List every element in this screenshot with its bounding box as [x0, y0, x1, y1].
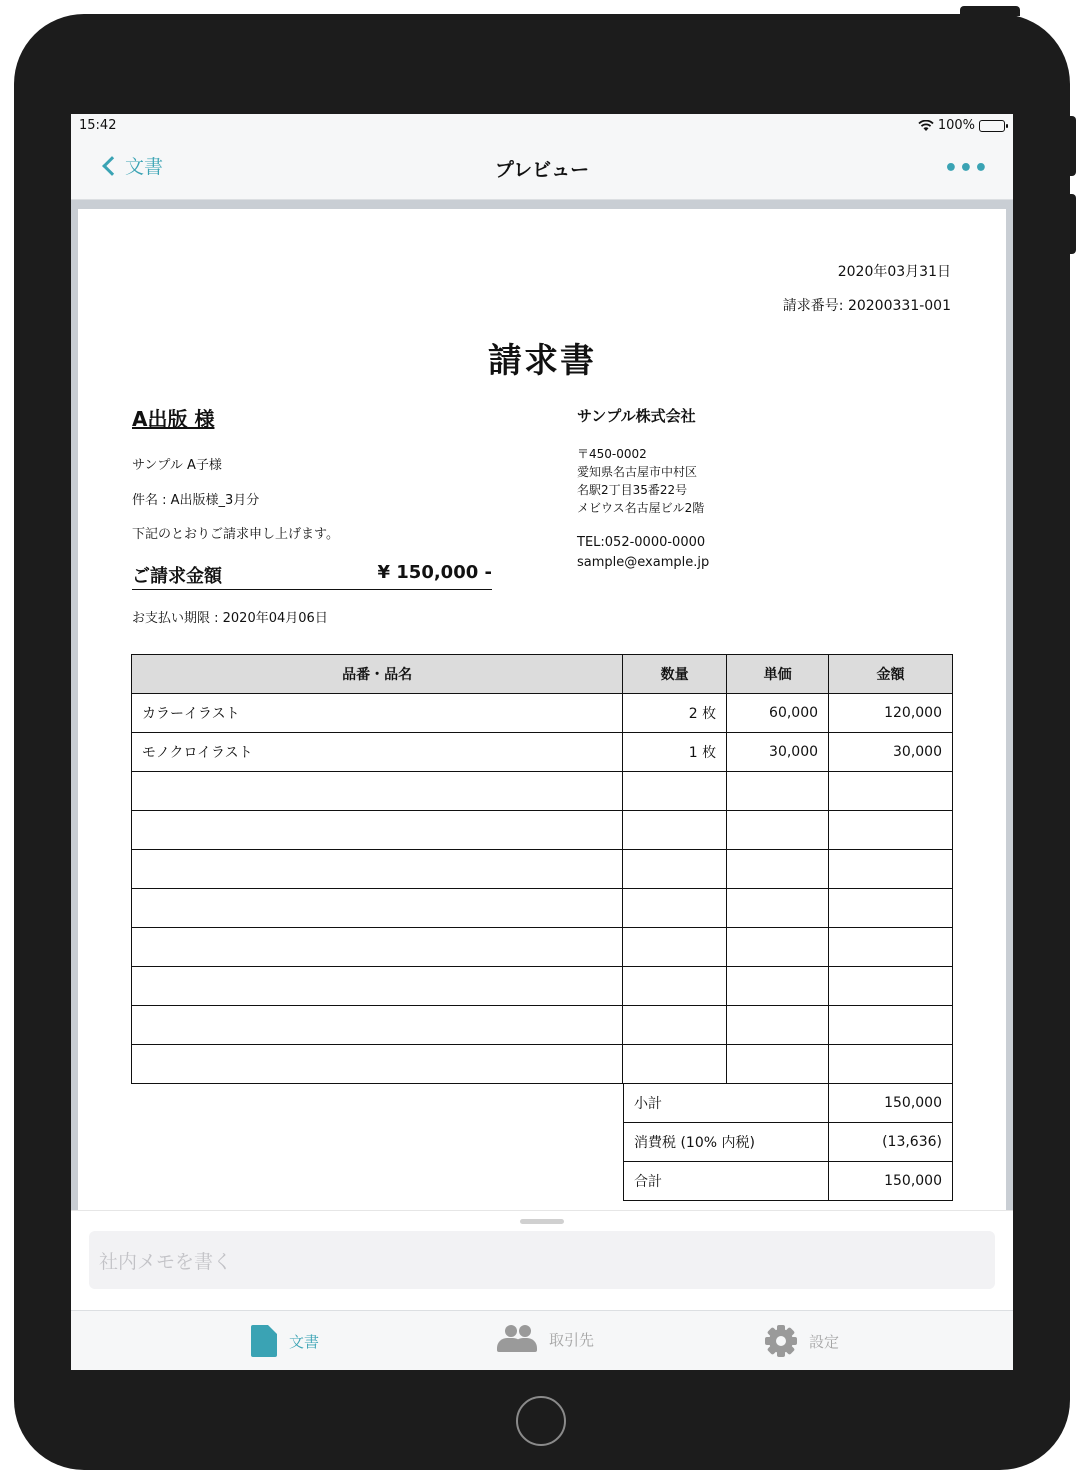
totals-table [623, 1083, 953, 1201]
empty-row [132, 811, 953, 850]
items-table [131, 654, 953, 1084]
memo-input[interactable]: 社内メモを書く [89, 1231, 995, 1289]
total-row [624, 1162, 953, 1201]
people-icon [497, 1325, 537, 1353]
sheet-grabber[interactable] [520, 1219, 564, 1224]
battery-icon [979, 120, 1005, 132]
item-unit-price: 60,000 [727, 694, 829, 733]
item-quantity: 2 枚 [623, 694, 727, 733]
amount-row [132, 562, 492, 590]
client-contact: サンプル A子様 [132, 458, 222, 473]
total-value: 150,000 [829, 1162, 953, 1201]
home-button[interactable] [516, 1396, 566, 1446]
empty-row [132, 967, 953, 1006]
more-button[interactable]: ••• [943, 156, 989, 181]
header-amount: 金額 [829, 655, 953, 694]
empty-row [132, 1045, 953, 1084]
address-line-3: メビウス名古屋ビル2階 [577, 501, 705, 515]
item-name: カラーイラスト [132, 694, 623, 733]
table-row [132, 694, 953, 733]
tab-documents[interactable] [251, 1325, 319, 1357]
due-date: お支払い期限 : 2020年04月06日 [132, 611, 328, 626]
wifi-icon [918, 120, 934, 132]
back-label: 文書 [125, 156, 164, 178]
invoice-title: 請求書 [488, 341, 596, 381]
tab-clients-label: 取引先 [549, 1330, 595, 1349]
invoice-intro: 下記のとおりご請求申し上げます。 [132, 527, 339, 542]
gear-icon [765, 1325, 797, 1357]
document-icon [251, 1325, 277, 1357]
status-time: 15:42 [79, 118, 117, 133]
item-amount: 30,000 [829, 733, 953, 772]
item-quantity: 1 枚 [623, 733, 727, 772]
postal-code: 〒450-0002 [577, 447, 647, 461]
volume-down-button [1066, 194, 1076, 254]
page-title: プレビュー [494, 159, 590, 181]
tab-bar [71, 1310, 1013, 1370]
invoice-subject: 件名 : A出版様_3月分 [132, 493, 260, 508]
empty-row [132, 850, 953, 889]
tab-documents-label: 文書 [289, 1332, 320, 1351]
status-right [918, 118, 1005, 133]
volume-up-button [1066, 116, 1076, 176]
empty-row [132, 1006, 953, 1045]
tab-clients[interactable] [497, 1325, 594, 1353]
item-unit-price: 30,000 [727, 733, 829, 772]
address-line-2: 名駅2丁目35番22号 [577, 483, 688, 497]
navigation-bar [71, 138, 1013, 200]
tax-row [624, 1123, 953, 1162]
empty-row [132, 889, 953, 928]
total-label: 合計 [624, 1162, 829, 1201]
memo-sheet [71, 1210, 1013, 1310]
address-line-1: 愛知県名古屋市中村区 [577, 465, 698, 479]
tax-label: 消費税 (10% 内税) [624, 1123, 829, 1162]
tab-settings[interactable] [765, 1325, 839, 1357]
status-bar [71, 114, 1013, 138]
amount-value: ¥ 150,000 - [377, 562, 492, 583]
preview-area[interactable] [71, 200, 1013, 1210]
empty-row [132, 772, 953, 811]
subtotal-value: 150,000 [829, 1084, 953, 1123]
amount-label: ご請求金額 [132, 566, 222, 587]
battery-percent: 100% [937, 118, 975, 133]
invoice-page [78, 209, 1006, 1249]
table-header [132, 655, 953, 694]
company-address [577, 445, 704, 517]
company-tel: TEL:052-0000-0000 [577, 535, 706, 550]
company-contact [577, 533, 709, 573]
power-button [960, 6, 1020, 16]
item-name: モノクロイラスト [132, 733, 623, 772]
invoice-date: 2020年03月31日 [837, 264, 951, 280]
header-quantity: 数量 [623, 655, 727, 694]
empty-row [132, 928, 953, 967]
item-amount: 120,000 [829, 694, 953, 733]
tab-settings-label: 設定 [809, 1332, 840, 1351]
header-unit-price: 単価 [727, 655, 829, 694]
client-name: A出版 様 [132, 407, 215, 431]
header-item: 品番・品名 [132, 655, 623, 694]
company-name: サンプル株式会社 [577, 407, 696, 425]
tax-value: (13,636) [829, 1123, 953, 1162]
invoice-number: 請求番号: 20200331-001 [782, 298, 951, 314]
table-row [132, 733, 953, 772]
company-email: sample@example.jp [577, 555, 710, 570]
subtotal-row [624, 1084, 953, 1123]
screen [71, 114, 1013, 1370]
subtotal-label: 小計 [624, 1084, 829, 1123]
